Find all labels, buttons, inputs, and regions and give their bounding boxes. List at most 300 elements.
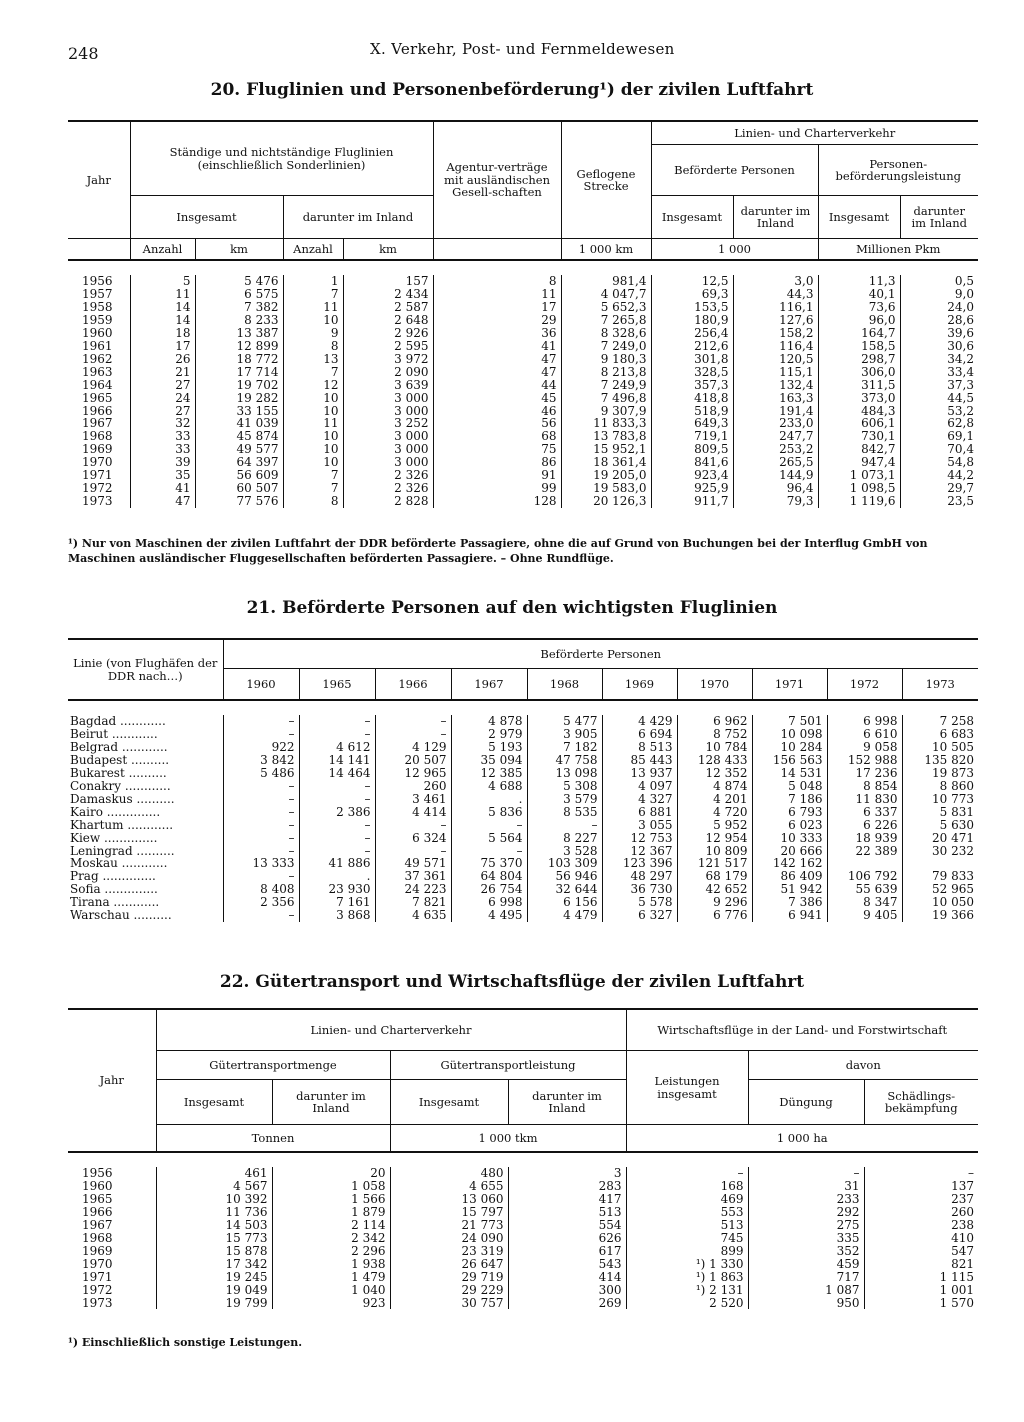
table-row — [68, 741, 978, 754]
table-cell: 11 — [283, 417, 343, 430]
table-row — [68, 405, 978, 418]
table-cell: 1 087 — [748, 1284, 864, 1297]
table-22-footnote: ¹) Einschließlich sonstige Leistungen. — [68, 1336, 303, 1349]
table-cell: 283 — [508, 1180, 626, 1193]
table-row — [68, 456, 978, 469]
col-header-linienverkehr-22: Linien- und Charterverkehr — [156, 1009, 626, 1051]
table-cell: 10 784 — [677, 741, 752, 754]
table-cell: 513 — [626, 1219, 748, 1232]
table-cell: 30 757 — [390, 1297, 508, 1310]
row-label: Conakry ............ — [70, 778, 171, 793]
table-cell: 13 387 — [195, 327, 283, 340]
table-cell: – — [451, 819, 527, 832]
col-header-darunter-22b: darunter im Inland — [508, 1080, 626, 1125]
table-cell: 1 098,5 — [818, 482, 900, 495]
table-cell: 2 926 — [343, 327, 433, 340]
col-header-befoerderte: Beförderte Personen — [651, 145, 818, 196]
table-cell: 3 000 — [343, 456, 433, 469]
table-cell: 9 307,9 — [561, 405, 651, 418]
table-cell: 19 049 — [156, 1284, 272, 1297]
table-cell: 1 073,1 — [818, 469, 900, 482]
table-cell: ¹) 1 330 — [626, 1258, 748, 1271]
table-cell: – — [223, 870, 299, 883]
col-header-year: 1967 — [451, 669, 527, 701]
table-cell: 3 461 — [375, 793, 451, 806]
table-cell: 40,1 — [818, 288, 900, 301]
table-cell: 10 505 — [902, 741, 978, 754]
table-cell: 328,5 — [651, 366, 733, 379]
row-label: 1969 — [82, 442, 113, 457]
row-label: 1963 — [82, 364, 113, 379]
table-cell: – — [375, 715, 451, 728]
table-cell: 260 — [864, 1206, 978, 1219]
table-row — [68, 1193, 978, 1206]
table-cell: 73,6 — [818, 301, 900, 314]
table-cell: 12 385 — [451, 767, 527, 780]
table-cell: 4 097 — [602, 780, 677, 793]
table-cell: 922 — [223, 741, 299, 754]
table-cell: 41 — [130, 482, 195, 495]
table-row — [68, 392, 978, 405]
table-22 — [68, 1008, 978, 1309]
row-label: Warschau .......... — [70, 908, 172, 923]
table-row — [68, 288, 978, 301]
table-row — [68, 1232, 978, 1245]
table-cell: 9 180,3 — [561, 353, 651, 366]
table-cell: 8 513 — [602, 741, 677, 754]
table-cell: 53,2 — [900, 405, 978, 418]
table-cell: 115,1 — [733, 366, 818, 379]
row-label: 1968 — [82, 429, 113, 444]
row-label: Moskau ............ — [70, 856, 168, 871]
table-cell: 157 — [343, 275, 433, 288]
table-cell: 1 040 — [272, 1284, 390, 1297]
table-row — [68, 870, 978, 883]
table-cell: 13 333 — [223, 857, 299, 870]
table-cell: 1 879 — [272, 1206, 390, 1219]
table-cell: 842,7 — [818, 443, 900, 456]
table-cell: 2 520 — [626, 1297, 748, 1310]
table-cell: 10 098 — [752, 728, 827, 741]
col-header-agentur: Agentur-verträge mit ausländischen Gesell-schaften — [433, 121, 561, 239]
table-cell: 7 382 — [195, 301, 283, 314]
table-cell: 39 — [130, 456, 195, 469]
table-cell: 2 828 — [343, 495, 433, 508]
table-cell: 33 — [130, 443, 195, 456]
unit-km: km — [195, 239, 283, 261]
table-cell: 4 414 — [375, 806, 451, 819]
table-cell: 2 326 — [343, 469, 433, 482]
table-cell: 5 831 — [902, 806, 978, 819]
table-cell: 7 — [283, 366, 343, 379]
table-cell: 238 — [864, 1219, 978, 1232]
table-cell: – — [223, 728, 299, 741]
table-cell: 6 023 — [752, 819, 827, 832]
table-row — [68, 301, 978, 314]
table-cell: 275 — [748, 1219, 864, 1232]
table-row — [68, 482, 978, 495]
table-cell: – — [223, 715, 299, 728]
table-cell: 33 155 — [195, 405, 283, 418]
table-cell: 301,8 — [651, 353, 733, 366]
table-cell: 79 833 — [902, 870, 978, 883]
table-cell: 56 609 — [195, 469, 283, 482]
table-cell: 8 — [433, 275, 561, 288]
table-cell: 15 797 — [390, 1206, 508, 1219]
table-cell: 23 319 — [390, 1245, 508, 1258]
table-row — [68, 443, 978, 456]
table-cell: 554 — [508, 1219, 626, 1232]
row-label: 1972 — [82, 1282, 113, 1297]
table-cell: 46 — [433, 405, 561, 418]
table-cell: 29 229 — [390, 1284, 508, 1297]
table-cell: 37 361 — [375, 870, 451, 883]
table-cell: 103 309 — [527, 857, 602, 870]
col-header-darunter-22: darunter im Inland — [272, 1080, 390, 1125]
table-cell: 4 655 — [390, 1180, 508, 1193]
table-cell: 357,3 — [651, 379, 733, 392]
col-header-jahr-22: Jahr — [99, 1073, 124, 1088]
table-cell: 2 587 — [343, 301, 433, 314]
table-cell: 152 988 — [827, 754, 902, 767]
table-cell: 14 — [130, 301, 195, 314]
row-label: Kiew .............. — [70, 830, 158, 845]
table-cell: ¹) 1 863 — [626, 1271, 748, 1284]
table-row — [68, 793, 978, 806]
table-cell: 1 115 — [864, 1271, 978, 1284]
table-cell: 8 347 — [827, 896, 902, 909]
table-cell: 62,8 — [900, 417, 978, 430]
table-cell: 4 327 — [602, 793, 677, 806]
row-label: 1960 — [82, 325, 113, 340]
table-cell: 68 179 — [677, 870, 752, 883]
table-cell: 12 367 — [602, 845, 677, 858]
table-cell: 47 — [130, 495, 195, 508]
table-cell: 69,3 — [651, 288, 733, 301]
table-row — [68, 1180, 978, 1193]
table-cell: 6 998 — [451, 896, 527, 909]
table-cell: 17 — [130, 340, 195, 353]
table-cell: 925,9 — [651, 482, 733, 495]
table-row — [68, 883, 978, 896]
table-cell: 1 479 — [272, 1271, 390, 1284]
table-cell: 14 464 — [299, 767, 375, 780]
unit-1000ha: 1 000 ha — [626, 1125, 978, 1153]
col-header-linie: Linie (von Flughäfen der DDR nach…) — [73, 656, 218, 683]
table-cell: – — [375, 728, 451, 741]
row-label: 1957 — [82, 286, 113, 301]
table-cell: 617 — [508, 1245, 626, 1258]
table-cell: 10 — [283, 430, 343, 443]
table-cell: 60 507 — [195, 482, 283, 495]
table-cell: 19 583,0 — [561, 482, 651, 495]
spacer-row — [68, 700, 978, 715]
table-cell: 23 930 — [299, 883, 375, 896]
table-cell: 44,3 — [733, 288, 818, 301]
table-cell: 7 821 — [375, 896, 451, 909]
table-cell: 123 396 — [602, 857, 677, 870]
table-cell: 6 694 — [602, 728, 677, 741]
table-cell: 41 — [433, 340, 561, 353]
table-cell: 7 — [283, 469, 343, 482]
col-header-leistungen: Leistungen insgesamt — [626, 1051, 748, 1125]
table-row — [68, 275, 978, 288]
table-row — [68, 469, 978, 482]
table-cell: 1 119,6 — [818, 495, 900, 508]
row-label: 1969 — [82, 1243, 113, 1258]
table-cell: 23,5 — [900, 495, 978, 508]
table-cell: 64 804 — [451, 870, 527, 883]
table-cell: 3 — [508, 1167, 626, 1180]
table-cell: 52 965 — [902, 883, 978, 896]
table-cell: 5 477 — [527, 715, 602, 728]
table-cell: 44 — [433, 379, 561, 392]
col-header-insgesamt-3: Insgesamt — [818, 196, 900, 239]
table-row — [68, 1271, 978, 1284]
table-cell: 15 952,1 — [561, 443, 651, 456]
table-cell: 135 820 — [902, 754, 978, 767]
row-label: Budapest .......... — [70, 752, 170, 767]
table-cell: 77 576 — [195, 495, 283, 508]
table-cell: 5 578 — [602, 896, 677, 909]
table-cell: 2 342 — [272, 1232, 390, 1245]
table-cell: 15 773 — [156, 1232, 272, 1245]
table-cell: 4 688 — [451, 780, 527, 793]
page-number: 248 — [68, 44, 99, 63]
unit-tonnen: Tonnen — [156, 1125, 390, 1153]
table-cell: 809,5 — [651, 443, 733, 456]
table-cell: 981,4 — [561, 275, 651, 288]
table-cell: 7 249,0 — [561, 340, 651, 353]
table-row — [68, 314, 978, 327]
table-cell: 10 050 — [902, 896, 978, 909]
row-label: 1966 — [82, 403, 113, 418]
table-cell: 29 719 — [390, 1271, 508, 1284]
col-header-jahr: Jahr — [86, 172, 111, 187]
table-cell: 164,7 — [818, 327, 900, 340]
table-cell: 142 162 — [752, 857, 827, 870]
table-cell: 121 517 — [677, 857, 752, 870]
table-cell: 606,1 — [818, 417, 900, 430]
table-cell: 116,1 — [733, 301, 818, 314]
running-head: X. Verkehr, Post- und Fernmeldewesen — [370, 40, 675, 58]
table-cell: 19 245 — [156, 1271, 272, 1284]
table-cell: 4 635 — [375, 909, 451, 922]
table-cell: 28,6 — [900, 314, 978, 327]
table-cell: 4 047,7 — [561, 288, 651, 301]
table-cell: 480 — [390, 1167, 508, 1180]
table-cell: 26 754 — [451, 883, 527, 896]
table-cell: 158,5 — [818, 340, 900, 353]
table-cell: 3 972 — [343, 353, 433, 366]
table-cell: 24 090 — [390, 1232, 508, 1245]
row-label: 1973 — [82, 1295, 113, 1310]
table-21-title: 21. Beförderte Personen auf den wichtigsten Fluglinien — [246, 598, 778, 618]
col-header-darunter: darunter im Inland — [283, 196, 433, 239]
table-cell: 3 000 — [343, 443, 433, 456]
table-cell: 4 495 — [451, 909, 527, 922]
col-header-year: 1968 — [527, 669, 602, 701]
col-header-menge: Gütertransportmenge — [156, 1051, 390, 1080]
table-cell: 717 — [748, 1271, 864, 1284]
table-cell: 15 878 — [156, 1245, 272, 1258]
table-cell: 730,1 — [818, 430, 900, 443]
table-cell: 3 579 — [527, 793, 602, 806]
table-cell: 22 389 — [827, 845, 902, 858]
table-cell: 306,0 — [818, 366, 900, 379]
table-cell: 3 868 — [299, 909, 375, 922]
table-cell: 2 434 — [343, 288, 433, 301]
table-cell: 256,4 — [651, 327, 733, 340]
table-cell: 11 — [130, 288, 195, 301]
table-cell: 33,4 — [900, 366, 978, 379]
table-22-title: 22. Gütertransport und Wirtschaftsflüge der zivilen Luftfahrt — [219, 972, 805, 992]
table-row — [68, 353, 978, 366]
table-cell: 513 — [508, 1206, 626, 1219]
col-header-befoerderte-personen: Beförderte Personen — [223, 639, 978, 669]
table-cell: 12 965 — [375, 767, 451, 780]
row-label: 1973 — [82, 494, 113, 509]
table-cell: 19 799 — [156, 1297, 272, 1310]
table-cell: 26 647 — [390, 1258, 508, 1271]
table-row — [68, 845, 978, 858]
col-header-darunter-3: darunter im Inland — [900, 196, 978, 239]
table-cell: 7 258 — [902, 715, 978, 728]
table-cell: 153,5 — [651, 301, 733, 314]
col-header-year: 1970 — [677, 669, 752, 701]
table-cell: 7 — [283, 482, 343, 495]
table-cell: 265,5 — [733, 456, 818, 469]
table-cell: 2 595 — [343, 340, 433, 353]
table-row — [68, 340, 978, 353]
table-row — [68, 728, 978, 741]
table-cell: 17 236 — [827, 767, 902, 780]
table-cell: 10 — [283, 392, 343, 405]
table-cell: 49 577 — [195, 443, 283, 456]
table-row — [68, 806, 978, 819]
unit-1000: 1 000 — [651, 239, 818, 261]
table-cell: 253,2 — [733, 443, 818, 456]
table-cell: 6 610 — [827, 728, 902, 741]
table-cell: 8 — [283, 340, 343, 353]
table-cell: 233 — [748, 1193, 864, 1206]
row-label: 1958 — [82, 299, 113, 314]
table-cell: – — [223, 806, 299, 819]
table-cell: 120,5 — [733, 353, 818, 366]
row-label: 1966 — [82, 1204, 113, 1219]
table-cell: 459 — [748, 1258, 864, 1271]
row-label: 1970 — [82, 455, 113, 470]
table-row — [68, 1206, 978, 1219]
table-cell: 7 386 — [752, 896, 827, 909]
table-row — [68, 780, 978, 793]
row-label: 1968 — [82, 1230, 113, 1245]
table-cell: 6 683 — [902, 728, 978, 741]
table-cell: 11 — [433, 288, 561, 301]
table-cell: – — [223, 780, 299, 793]
table-cell: 4 612 — [299, 741, 375, 754]
table-cell: 417 — [508, 1193, 626, 1206]
table-cell: 4 874 — [677, 780, 752, 793]
table-cell: – — [375, 819, 451, 832]
table-20-title: 20. Fluglinien und Personenbeförderung¹) der zivilen Luftfahrt — [210, 80, 814, 100]
table-cell: 13 060 — [390, 1193, 508, 1206]
table-row — [68, 819, 978, 832]
table-row — [68, 327, 978, 340]
table-cell: 30,6 — [900, 340, 978, 353]
col-header-strecke: Geflogene Strecke — [561, 121, 651, 239]
table-row — [68, 715, 978, 728]
table-cell: 11 833,3 — [561, 417, 651, 430]
table-cell: – — [451, 845, 527, 858]
table-cell: 247,7 — [733, 430, 818, 443]
table-cell: – — [299, 793, 375, 806]
table-cell: 1 058 — [272, 1180, 390, 1193]
table-cell: 5 486 — [223, 767, 299, 780]
table-cell: 298,7 — [818, 353, 900, 366]
table-cell: 233,0 — [733, 417, 818, 430]
table-cell: 8 535 — [527, 806, 602, 819]
table-cell: 6 776 — [677, 909, 752, 922]
table-cell: 311,5 — [818, 379, 900, 392]
table-cell: 26 — [130, 353, 195, 366]
table-cell: 19 873 — [902, 767, 978, 780]
table-cell: 128 — [433, 495, 561, 508]
table-cell: 36 730 — [602, 883, 677, 896]
table-cell: 6 337 — [827, 806, 902, 819]
table-cell: 156 563 — [752, 754, 827, 767]
table-cell: 75 370 — [451, 857, 527, 870]
table-cell: 45 874 — [195, 430, 283, 443]
table-cell: 10 809 — [677, 845, 752, 858]
table-row — [68, 417, 978, 430]
table-cell: 518,9 — [651, 405, 733, 418]
table-cell: 20 666 — [752, 845, 827, 858]
table-cell: . — [299, 870, 375, 883]
col-header-year: 1965 — [299, 669, 375, 701]
table-cell: 39,6 — [900, 327, 978, 340]
table-cell: 9 296 — [677, 896, 752, 909]
spacer-row — [68, 1152, 978, 1167]
table-cell: 41 039 — [195, 417, 283, 430]
col-header-insgesamt-22b: Insgesamt — [390, 1080, 508, 1125]
col-header-linienverkehr: Linien- und Charterverkehr — [651, 121, 978, 145]
table-cell: 54,8 — [900, 456, 978, 469]
row-label: 1972 — [82, 481, 113, 496]
table-cell: 106 792 — [827, 870, 902, 883]
table-cell: 7 182 — [527, 741, 602, 754]
table-cell: 911,7 — [651, 495, 733, 508]
table-cell: 7 186 — [752, 793, 827, 806]
table-20-footnote: ¹) Nur von Maschinen der zivilen Luftfahrt der DDR beförderte Passagiere, ohne die auf Grund von Buchungen bei der Interflug GmbH von Maschinen ausländischer Fluggesellschaften beförderten Passagiere. – Ohne Rundflüge. — [68, 537, 928, 565]
row-label: Belgrad ............ — [70, 739, 168, 754]
table-cell: 7 265,8 — [561, 314, 651, 327]
table-cell: 96,0 — [818, 314, 900, 327]
table-cell: – — [299, 728, 375, 741]
row-label: 1959 — [82, 312, 113, 327]
table-cell: – — [223, 793, 299, 806]
table-cell: 17 — [433, 301, 561, 314]
table-cell: 292 — [748, 1206, 864, 1219]
table-row — [68, 1297, 978, 1310]
table-cell: 19 205,0 — [561, 469, 651, 482]
table-cell: 85 443 — [602, 754, 677, 767]
row-label: Damaskus .......... — [70, 791, 175, 806]
table-cell: 69,1 — [900, 430, 978, 443]
table-cell: 899 — [626, 1245, 748, 1258]
table-cell: 7 496,8 — [561, 392, 651, 405]
table-cell: 8 860 — [902, 780, 978, 793]
